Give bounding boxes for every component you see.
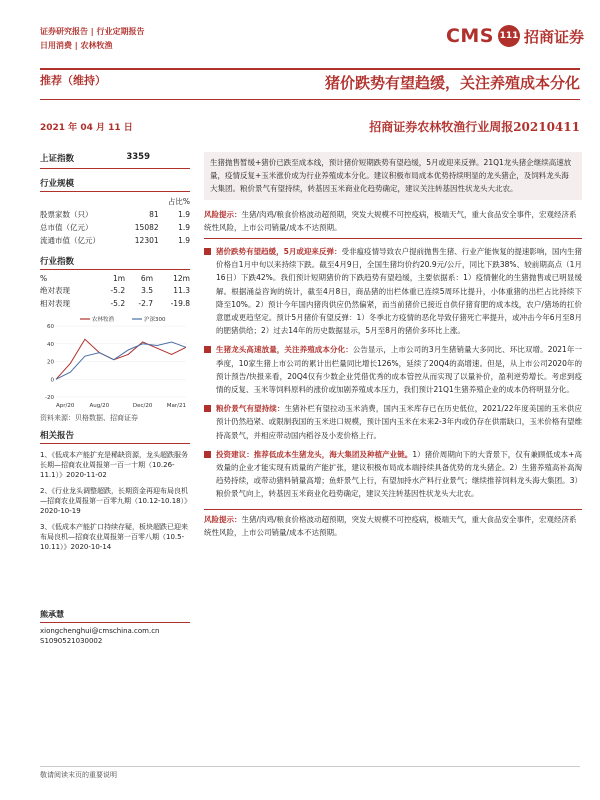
x-tick-label: Apr/20	[56, 403, 75, 409]
analyst-info	[40, 610, 190, 646]
sector-tag: 日用消费 | 农林牧渔	[40, 41, 113, 50]
table-row: 流通市值（亿元） 12301 1.9	[40, 236, 190, 245]
legend-label: 沪深300	[144, 317, 166, 323]
index-label: 上证指数	[40, 154, 75, 164]
industry-index-heading: 行业指数	[40, 255, 190, 270]
related-report-link[interactable]: 2、《行业龙头调整超跌，长期资金再迎布局良机—招商农业周报第一百零九期（10.12-10.18）》2020-10-19	[40, 487, 188, 515]
table-row: 相对表现 -5.2 -2.7 -19.8	[40, 299, 190, 308]
bullet-point: 猪价跌势有望趋缓，5月或迎来反弹：受非瘟疫情导致农户提前抛售生猪、行业产能恢复的提速影响，国内生猪价格自1月中旬以来持续下跌。截至4月9日，全国生猪均价约20.9元/公斤，同比下跌38%、较前期高点（1月16日）下跌42%。我们预计短期猪价的下跌趋势有望趋缓，主要依据系：1）疫情催化的生猪抛售或已明显缓解。根据涌益咨询的统计，截至4月8日，商品猪的出栏体重已连续5周环比提升，小体重猪的出栏占比持续下降至10%。2）预计今年国内猪肉供应仍然偏紧，而当前猪价已接近自供仔猪育肥的成本线，农户/猪场的扛价意愿或更趋坚定。预计5月猪价有望反弹：1）冬季北方疫情的恶化导致仔猪死亡率提升，或冲击今年6月至8月的肥猪供给；2）过去14年的历史数据显示，5月至8月的猪价多环比上涨。	[204, 245, 582, 337]
risk-label: 风险提示：	[204, 209, 242, 219]
index-value: 3359	[126, 152, 150, 162]
y-tick-label: -20	[45, 395, 54, 401]
related-report-link[interactable]: 1、《低成本产能扩充是稀缺资源，龙头超跌服务长期—招商农业周报第一百一十期（10.26-11.1）》2020-11-02	[40, 451, 188, 479]
report-type-tag: 证券研究报告 | 行业定期报告	[40, 27, 145, 36]
risk-text: 生猪/肉鸡/粮食价格波动超预期，突发大规模不可控疫病，极端天气，重大食品安全事件，宏观经济系统性风险，上市公司销量/成本不达预期。	[204, 514, 577, 537]
report-subtitle: 招商证券农林牧渔行业周报20210411	[369, 120, 580, 134]
logo-cn-text: 招商证券	[523, 27, 584, 46]
main-content	[204, 152, 582, 543]
risk-warning	[204, 208, 582, 239]
logo-badge-icon: 111	[498, 25, 520, 47]
bullet-point: 粮价景气有望持续：生猪补栏有望拉动玉米消费，国内玉米库存已在历史低位，2021/22年度美国的玉米供应预计仍然趋紧、或限制我国的玉米进口规模，预计国内玉米在未来2-3年内或仍存在供需缺口，玉米价格有望维持高景气，并相应带动国内稻谷及小麦价格上行。	[204, 402, 582, 442]
summary-box: 生猪抛售暂缓+猪价已跌至成本线，预计猪价短期跌势有望趋缓，5月或迎来反弹。21Q1龙头猪企继续高速放量，疫情反复+玉米涨价成为行业养殖成本分化。建议积极布局成本优势持续明显的龙头猪企，及饲料龙头海大集团。粮价景气有望持续，转基因玉米商业化趋势确定，建议关注转基因性状龙头大北农。	[204, 152, 582, 200]
industry-scale-heading: 行业规模	[40, 177, 190, 192]
series-line	[56, 342, 186, 379]
performance-table: % 1m 6m 12m 绝对表现 -5.2 3.5 11.3 相对表现 -5.2 -2.7 -19.8	[40, 274, 190, 308]
page-title: 猪价跌势有望趋缓，关注养殖成本分化	[324, 74, 580, 92]
left-sidebar	[40, 148, 190, 552]
risk-label: 风险提示：	[204, 514, 242, 524]
risk-text: 生猪/肉鸡/粮食价格波动超预期，突发大规模不可控疫病，极端天气，重大食品安全事件，宏观经济系统性风险，上市公司销量/成本不达预期。	[204, 209, 577, 232]
bullet-point: 投资建议：推荐低成本生猪龙头，海大集团及种植产业链。1）猪价周期向下的大背景下，仅有兼顾低成本+高效量的企业才能实现有质量的产能扩张，建议积极布局成本端持续具备优势的龙头猪企。2）生猪养殖高补高淘趋势持续，或带动猪料销量高增；鱼虾景气上行，有望加持水产料行业景气；继续推荐饲料龙头海大集团。3）粮价景气向上，转基因玉米商业化趋势确定，建议关注转基因性状龙头大北农。	[204, 448, 582, 501]
performance-chart	[40, 314, 190, 409]
rating: 推荐（维持）	[40, 74, 106, 87]
table-row: 绝对表现 -5.2 3.5 11.3	[40, 286, 190, 295]
analyst-cert: S1090521030002	[40, 637, 103, 645]
legend-label: 农林牧渔	[92, 317, 115, 323]
x-tick-label: Aug/20	[89, 403, 110, 409]
y-tick-label: 60	[47, 324, 54, 330]
related-report-link[interactable]: 3、《低成本产能扩口持续存疑，板块超跌已迎来布局良机—招商农业周报第一百零八期（10.5-10.11）》2020-10-14	[40, 523, 188, 551]
index-row	[40, 148, 190, 169]
table-row: 总市值（亿元） 15082 1.9	[40, 223, 190, 232]
bullet-square-icon	[204, 405, 211, 412]
chart-source: 资料来源：贝格数据、招商证券	[40, 414, 138, 422]
related-reports-heading: 相关报告	[40, 429, 190, 444]
report-date: 2021 年 04 月 11 日	[40, 123, 133, 133]
footer-note: 敬请阅读末页的重要说明	[40, 771, 117, 779]
series-line	[56, 339, 186, 379]
industry-scale-table	[40, 195, 190, 247]
y-tick-label: 40	[47, 341, 54, 348]
logo-cms-text: CMS	[445, 25, 494, 47]
x-tick-label: Mar/21	[166, 403, 186, 409]
analyst-email[interactable]: xiongchenghui@cmschina.com.cn	[40, 627, 160, 635]
bullet-point: 生猪龙头高速放量，关注养殖成本分化：公告显示，上市公司的3月生猪销量大多同比、环比双增。2021年一季度，10家生猪上市公司的累计出栏量同比增长126%，延续了20Q4的高增速。但是，从上市公司2020年的预计预告/快报来看，20Q4仅有少数企业凭借优秀的成本管控从而实现了以量补价，盈利逆势增长。考虑到疫情的反复、玉米等饲料原料的涨价或加剧养殖成本压力，我们预计21Q1生猪养殖企业的成本仍将明显分化。	[204, 343, 582, 396]
footer-divider	[40, 766, 580, 767]
analyst-name: 熊承慧	[40, 610, 190, 623]
y-tick-label: 20	[47, 359, 54, 366]
table-row: 股票家数（只） 81 1.9	[40, 210, 190, 219]
pct-header: 占比%	[167, 197, 190, 206]
bullet-square-icon	[204, 346, 211, 353]
bullet-square-icon	[204, 248, 211, 255]
company-logo	[446, 24, 584, 48]
risk-warning-bottom	[204, 509, 582, 543]
bullet-square-icon	[204, 451, 211, 458]
y-tick-label: 0	[50, 377, 54, 384]
x-tick-label: Dec/20	[132, 403, 153, 409]
